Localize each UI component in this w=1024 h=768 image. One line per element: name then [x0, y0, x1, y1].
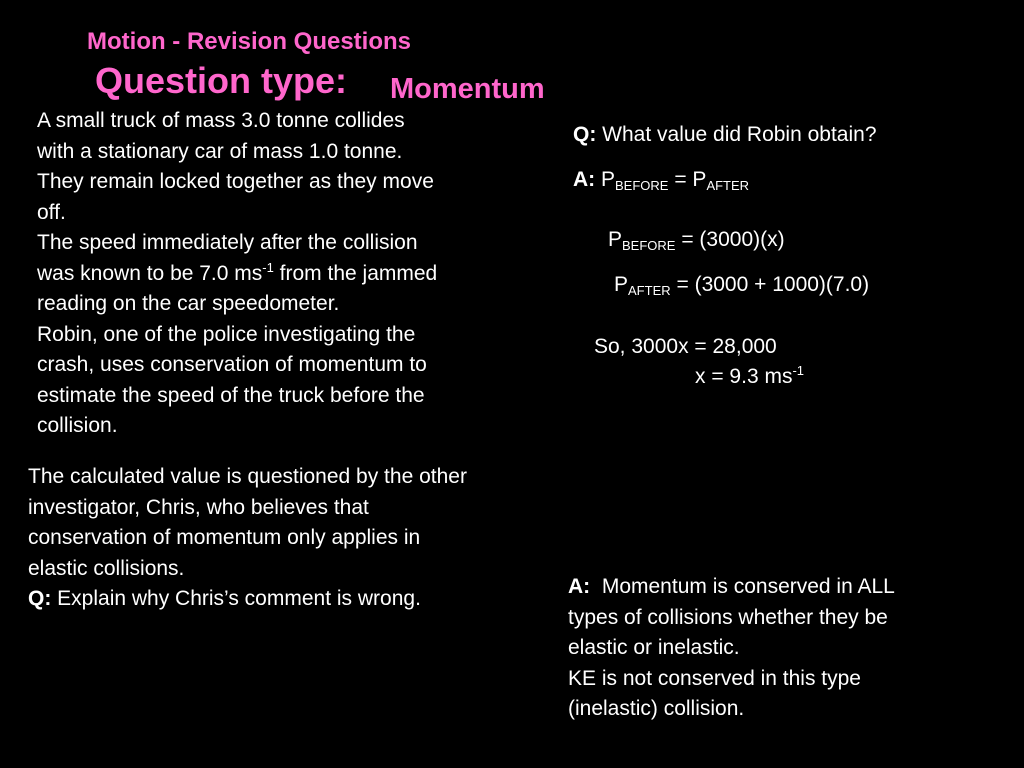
followup-text — [28, 462, 467, 615]
followup-question — [28, 584, 467, 615]
subscript-after: AFTER — [628, 283, 671, 298]
scenario-line: collision. — [37, 414, 118, 437]
scenario-line: Robin, one of the police investigating the — [37, 322, 416, 346]
followup-line: elastic collisions. — [28, 556, 185, 580]
scenario-line: A small truck of mass 3.0 tonne collides — [37, 109, 405, 132]
scenario-line: reading on the car speedometer. — [37, 292, 340, 315]
answer1-line3 — [614, 270, 869, 301]
question1 — [573, 120, 877, 151]
answer1-line4: So, 3000x = 28,000 — [594, 335, 777, 358]
result-unit-exponent: -1 — [792, 363, 805, 378]
momentum-symbol: P — [614, 273, 629, 296]
scenario-line: The speed immediately after the collision — [37, 231, 418, 254]
answer1-line2 — [608, 225, 785, 256]
speed-unit-exponent: -1 — [262, 259, 274, 275]
answer2-line: elastic or inelastic. — [568, 636, 740, 659]
subscript-before: BEFORE — [615, 178, 669, 193]
answer2-first: Momentum is conserved in ALL — [590, 575, 895, 598]
scenario-line: They remain locked together as they move — [37, 170, 434, 193]
followup-line: investigator, Chris, who believes that — [28, 495, 369, 519]
question-type-value: Momentum — [390, 73, 545, 105]
scenario-line: estimate the speed of the truck before the — [37, 383, 425, 407]
a1-label: A: — [573, 168, 596, 191]
speed-value: was known to be 7.0 ms — [37, 261, 263, 285]
subscript-before: BEFORE — [622, 238, 676, 253]
answer2-line: KE is not conserved in this type — [568, 666, 861, 690]
followup-line: The calculated value is questioned by the other — [28, 465, 467, 488]
scenario-line: off. — [37, 200, 66, 224]
answer2-line — [568, 572, 895, 603]
slide-title: Motion - Revision Questions — [87, 28, 412, 55]
q1-label: Q: — [573, 123, 597, 146]
q2-text: Explain why Chris’s comment is wrong. — [51, 587, 421, 610]
answer2-line: types of collisions whether they be — [568, 605, 888, 629]
followup-line: conservation of momentum only applies in — [28, 526, 421, 549]
p-before-expression: = (3000)(x) — [675, 228, 785, 251]
answer1-line1 — [573, 165, 749, 196]
answer2-line: (inelastic) collision. — [568, 697, 745, 720]
momentum-symbol: P — [608, 228, 623, 251]
scenario-line-speed — [37, 259, 437, 290]
subscript-after: AFTER — [706, 178, 750, 193]
scenario-line: crash, uses conservation of momentum to — [37, 353, 427, 376]
answer2-text — [568, 572, 895, 725]
question-type-label: Question type: — [95, 60, 348, 101]
speed-line-rest: from the jammed — [273, 261, 438, 285]
answer1-line5 — [695, 362, 804, 393]
q1-text: What value did Robin obtain? — [596, 123, 877, 146]
a2-label: A: — [568, 575, 591, 598]
momentum-symbol: P — [595, 168, 616, 191]
q2-label: Q: — [28, 587, 52, 610]
scenario-text — [37, 106, 437, 442]
equals-p: = P — [668, 168, 707, 191]
p-after-expression: = (3000 + 1000)(7.0) — [670, 273, 870, 296]
result-value: x = 9.3 ms — [695, 365, 793, 388]
scenario-line: with a stationary car of mass 1.0 tonne. — [37, 139, 403, 163]
